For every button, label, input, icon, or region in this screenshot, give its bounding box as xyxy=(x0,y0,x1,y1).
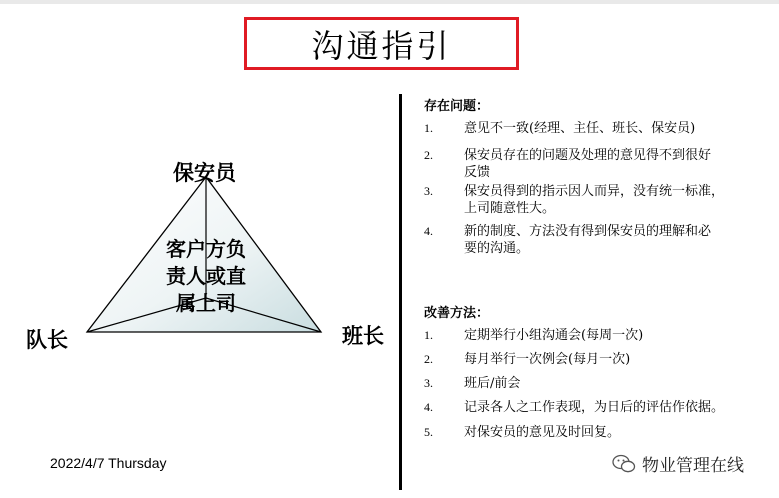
list-item xyxy=(424,424,779,448)
list-number: 3. xyxy=(424,376,433,390)
list-text: 保安员得到的指示因人而异，没有统一标准， xyxy=(464,184,725,199)
wechat-icon xyxy=(612,454,636,474)
list-item xyxy=(424,120,764,147)
node-captain: 队长 xyxy=(26,327,68,352)
list-number: 2. xyxy=(424,352,433,366)
list-item xyxy=(424,375,779,399)
list-text: 上司随意性大。 xyxy=(464,201,556,216)
list-number: 1. xyxy=(424,121,433,135)
list-text: 班后/前会 xyxy=(464,376,521,391)
list-item xyxy=(424,327,779,351)
list-number: 2. xyxy=(424,148,433,162)
list-number: 3. xyxy=(424,184,433,198)
improvements-title: 改善方法： xyxy=(424,306,490,321)
list-number: 1. xyxy=(424,328,433,342)
list-text: 对保安员的意见及时回复。 xyxy=(464,425,621,440)
date-footer: 2022/4/7 Thursday xyxy=(50,455,167,471)
list-number: 5. xyxy=(424,425,433,439)
list-text: 意见不一致(经理、主任、班长、保安员) xyxy=(464,121,696,136)
list-text: 要的沟通。 xyxy=(464,241,530,256)
page-title: 沟通指引 xyxy=(244,17,519,70)
list-item xyxy=(424,147,764,183)
problems-title: 存在问题： xyxy=(424,99,490,114)
node-squad-leader: 班长 xyxy=(342,323,384,348)
node-supervisor-line-2: 责人或直 xyxy=(166,264,246,288)
list-text: 记录各人之工作表现，为日后的评估作依据。 xyxy=(464,400,725,415)
improvements-list xyxy=(424,327,779,448)
watermark xyxy=(612,451,744,476)
list-text: 每月举行一次例会(每月一次) xyxy=(464,352,631,367)
node-supervisor xyxy=(148,236,264,317)
list-item xyxy=(424,399,779,424)
list-number: 4. xyxy=(424,224,433,238)
list-text: 新的制度、方法没有得到保安员的理解和必 xyxy=(464,224,712,239)
list-item xyxy=(424,351,779,375)
node-supervisor-line-1: 客户方负 xyxy=(166,237,246,261)
list-text: 反馈 xyxy=(464,165,491,180)
node-supervisor-line-3: 属上司 xyxy=(176,291,236,315)
vertical-divider xyxy=(399,94,402,490)
node-guard: 保安员 xyxy=(173,160,236,185)
list-number: 4. xyxy=(424,400,433,414)
list-item xyxy=(424,223,764,259)
watermark-text: 物业管理在线 xyxy=(642,456,744,476)
problems-list xyxy=(424,120,764,259)
list-item xyxy=(424,183,764,223)
list-text: 定期举行小组沟通会(每周一次) xyxy=(464,328,644,343)
list-text: 保安员存在的问题及处理的意见得不到很好 xyxy=(464,148,712,163)
